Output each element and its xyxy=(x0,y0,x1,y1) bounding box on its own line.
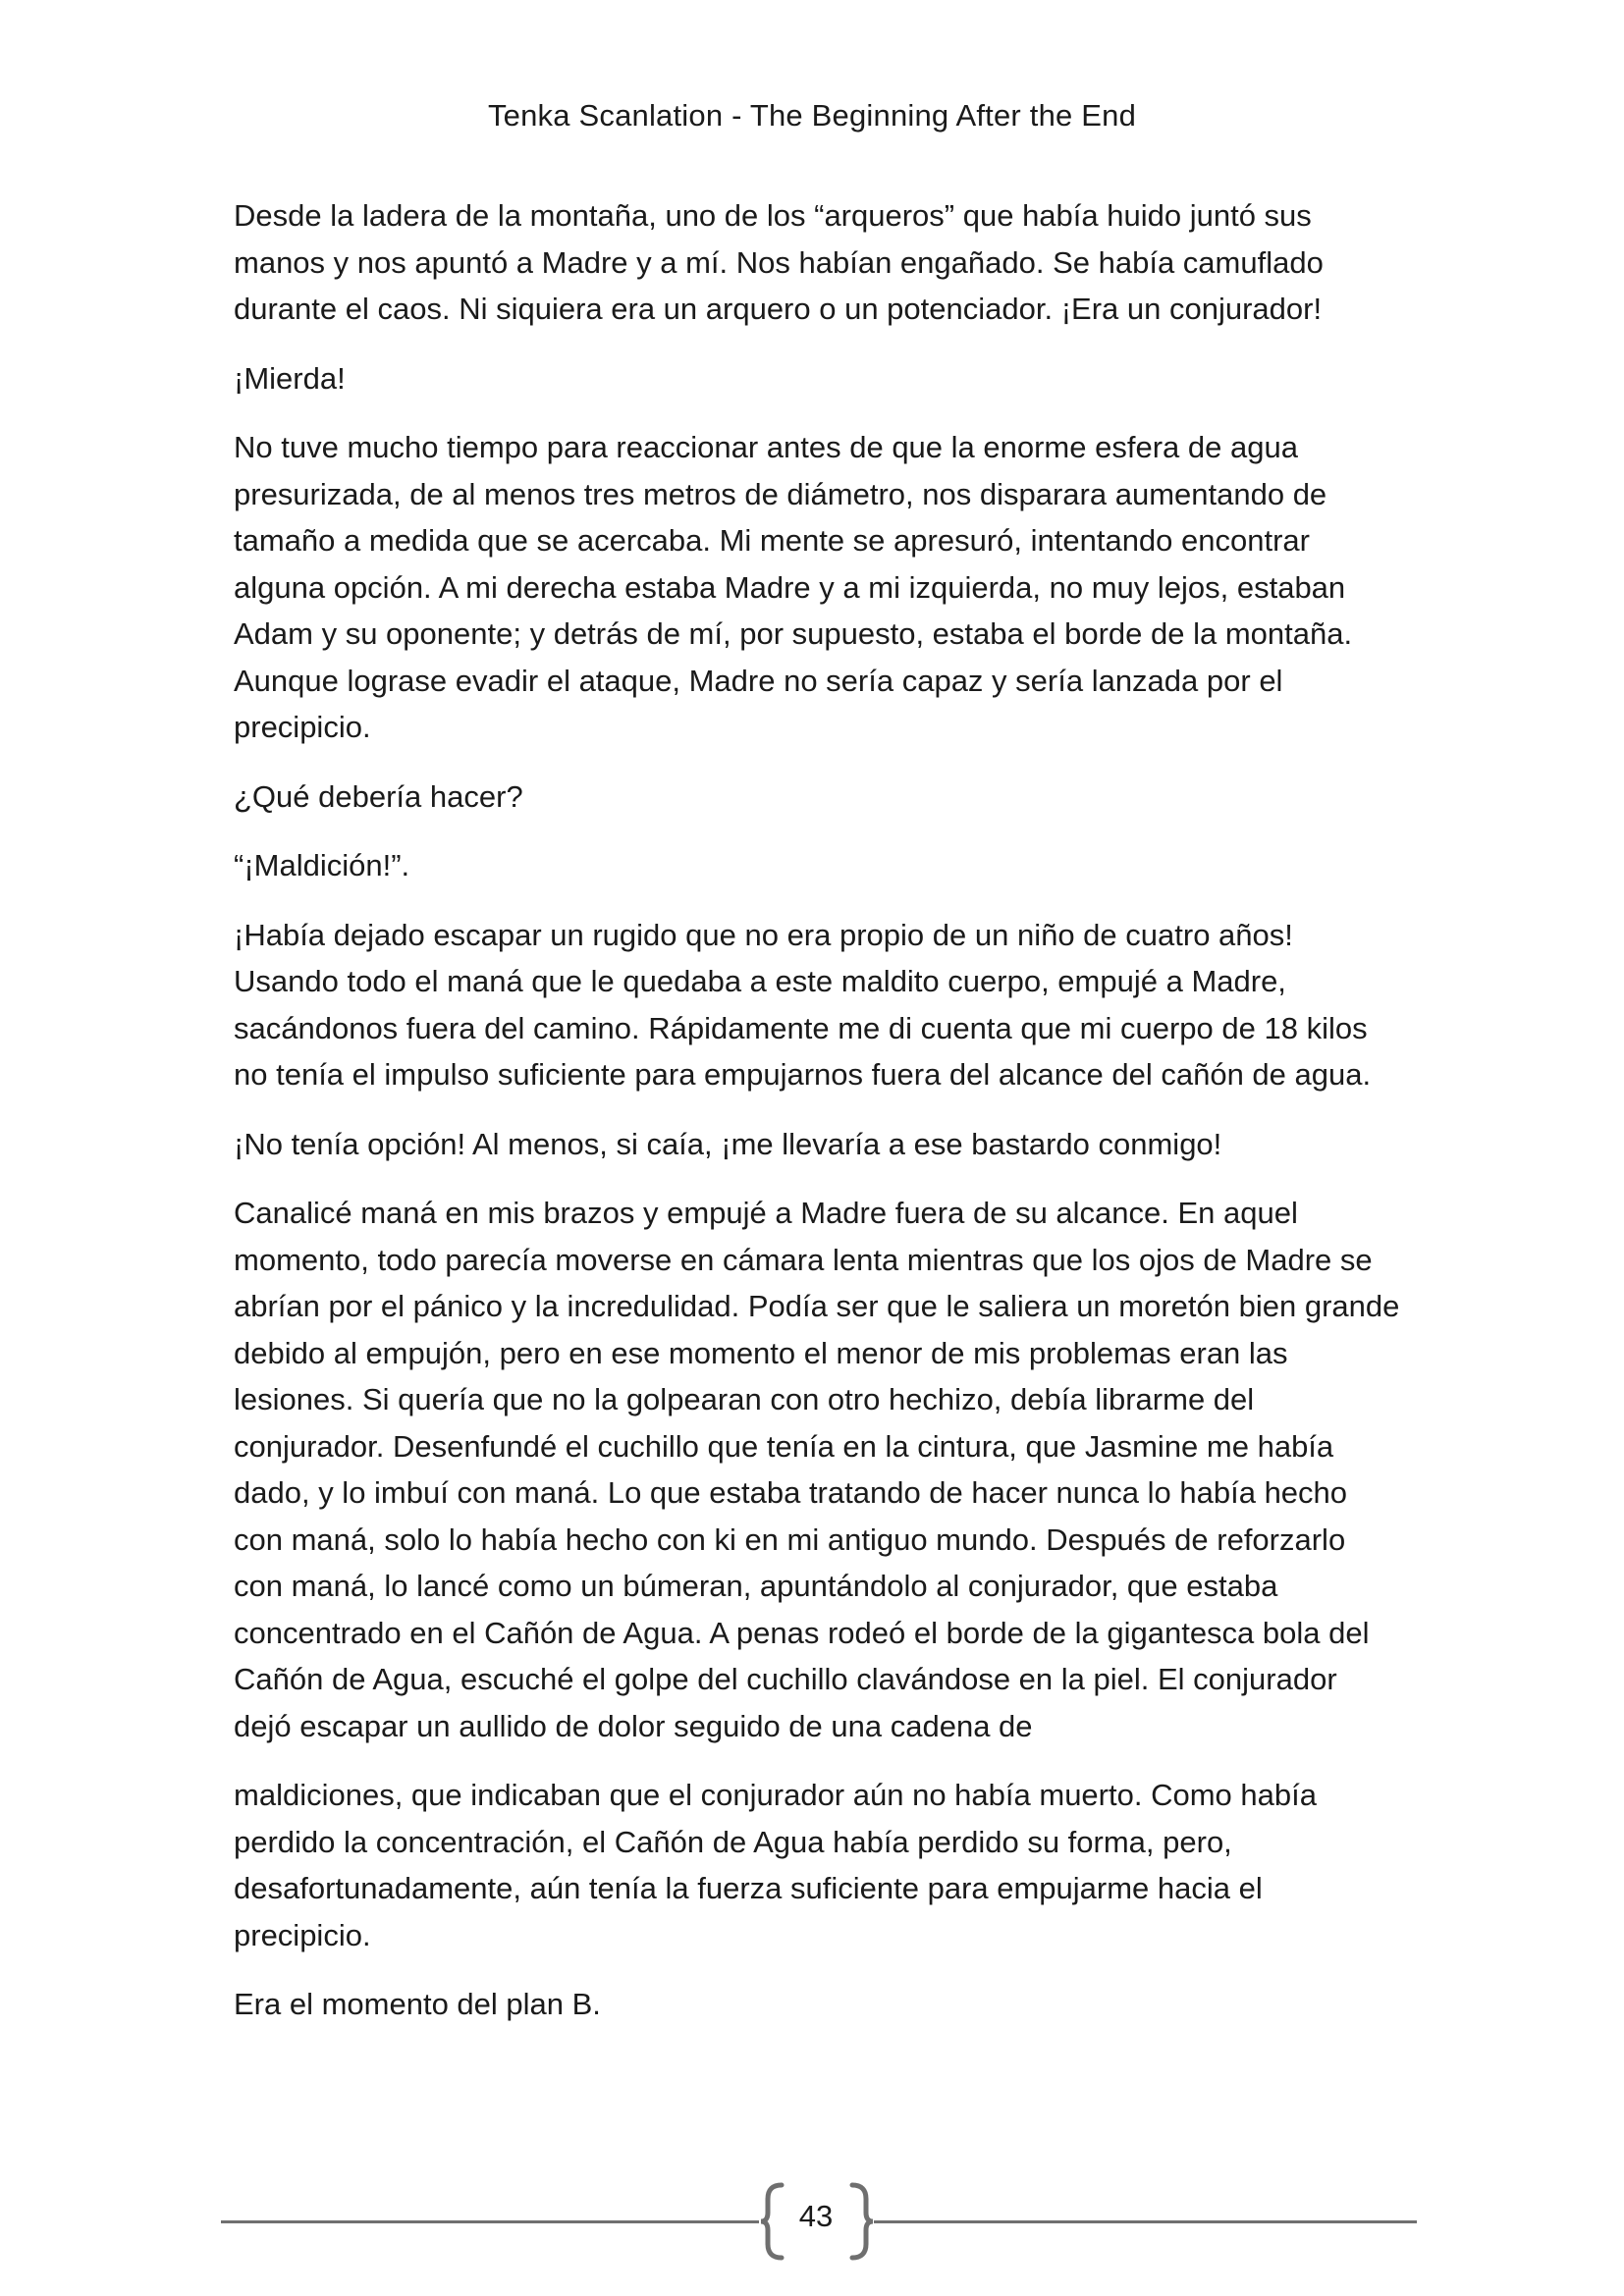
paragraph: Canalicé maná en mis brazos y empujé a Madre fuera de su alcance. En aquel momento, todo parecía moverse en cámara lenta mientras que los ojos de Madre se abrían por el pánico y la incredulidad. Podía ser que le saliera un moretón bien grande debido al empujón, pero en ese momento el menor de mis problemas eran las lesiones. Si quería que no la golpearan con otro hechizo, debía librarme del conjurador. Desenfundé el cuchillo que tenía en la cintura, que Jasmine me había dado, y lo imbuí con maná. Lo que estaba tratando de hacer nunca lo había hecho con maná, solo lo había hecho con ki en mi antiguo mundo. Después de reforzarlo con maná, lo lancé como un búmeran, apuntándolo al conjurador, que estaba concentrado en el Cañón de Agua. A penas rodeó el borde de la gigantesca bola del Cañón de Agua, escuché el golpe del cuchillo clavándose en la piel. El conjurador dejó escapar un aullido de dolor seguido de una cadena de xyxy=(234,1196,1400,1743)
page-header-title: Tenka Scanlation - The Beginning After the End xyxy=(487,98,1137,133)
right-bracket-icon xyxy=(846,2181,876,2262)
paragraph: ¡Había dejado escapar un rugido que no era propio de un niño de cuatro años! Usando todo el maná que le quedaba a este maldito cuerpo, empujé a Madre, sacándonos fuera del camino. Rápidamente me di cuenta que mi cuerpo de 18 kilos no tenía el impulso suficiente para empujarnos fuera del alcance del cañón de agua. xyxy=(234,917,1372,1092)
paragraph: Era el momento del plan B. xyxy=(234,1987,601,2021)
left-bracket-icon xyxy=(758,2181,787,2262)
footer-rule-left xyxy=(221,2220,759,2223)
paragraph: No tuve mucho tiempo para reaccionar antes de que la enorme esfera de agua presurizada, de al menos tres metros de diámetro, nos disparara aumentando de tamaño a medida que se acercaba. Mi mente se apresuró, intentando encontrar alguna opción. A mi derecha estaba Madre y a mi izquierda, no muy lejos, estaban Adam y su oponente; y detrás de mí, por supuesto, estaba el borde de la montaña. Aunque lograse evadir el ataque, Madre no sería capaz y sería lanzada por el precipicio. xyxy=(234,430,1353,744)
footer-rule-right xyxy=(874,2220,1417,2223)
paragraph: ¡No tenía opción! Al menos, si caía, ¡me llevaría a ese bastardo conmigo! xyxy=(234,1126,1222,1161)
paragraph: “¡Maldición!”. xyxy=(234,848,410,882)
paragraph: Desde la ladera de la montaña, uno de los “arqueros” que había huido juntó sus manos y nos apuntó a Madre y a mí. Nos habían engañado. Se había camuflado durante el caos. Ni siquiera era un arquero o un potenciador. ¡Era un conjurador! xyxy=(234,198,1324,326)
page-number: 43 xyxy=(798,2199,834,2233)
paragraph: ¡Mierda! xyxy=(234,360,346,396)
paragraph: ¿Qué debería hacer? xyxy=(234,778,523,814)
paragraph: maldiciones, que indicaban que el conjurador aún no había muerto. Como había perdido la concentración, el Cañón de Agua había perdido su forma, pero, desafortunadamente, aún tenía la fuerza suficiente para empujarme hacia el precipicio. xyxy=(234,1778,1317,1952)
body-text xyxy=(234,192,1402,2051)
